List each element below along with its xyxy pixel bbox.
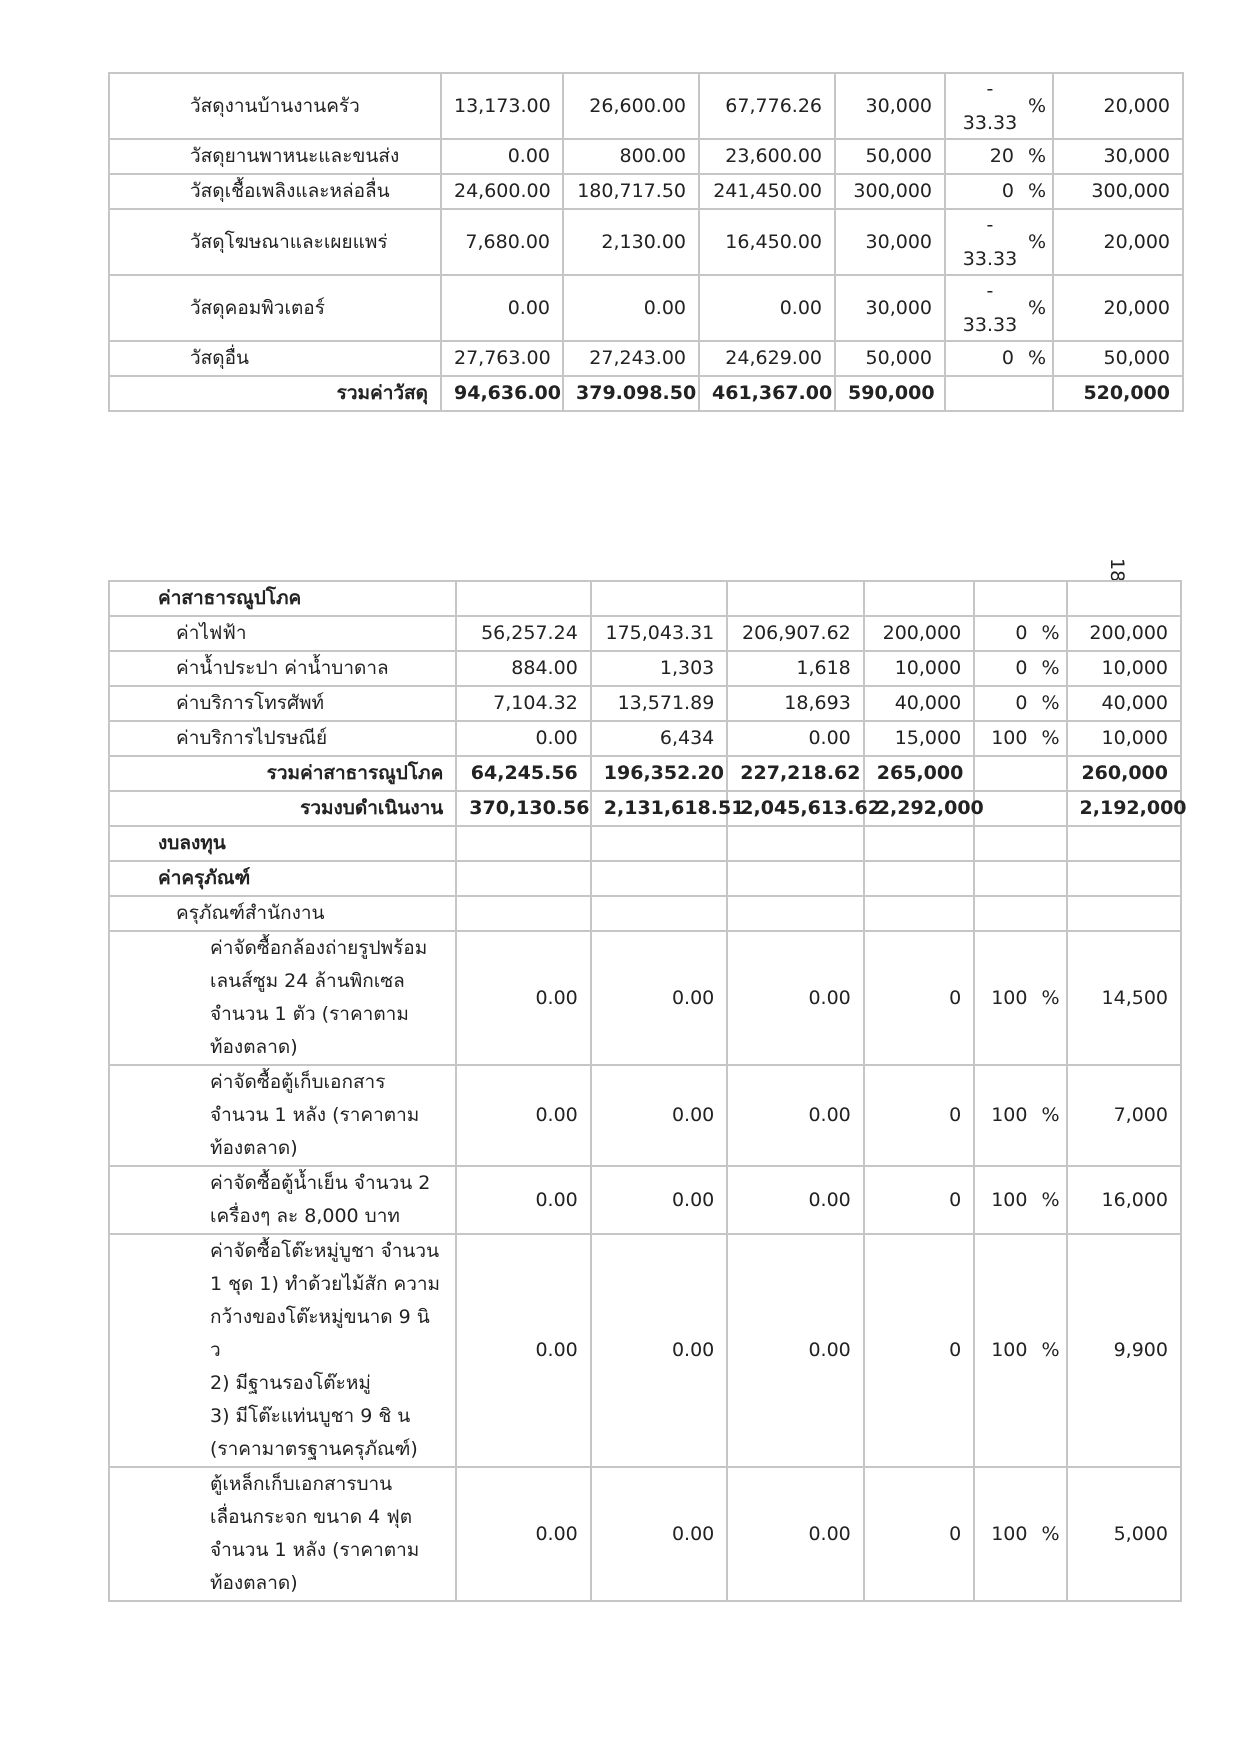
description-line: กว้างของโต๊ะหมู่ขนาด 9 นิ	[210, 1306, 430, 1328]
empty-cell	[456, 581, 591, 616]
empty-cell	[974, 896, 1066, 931]
budget-amount: 5,000	[1067, 1467, 1181, 1601]
amount-year-3: 0.00	[727, 931, 864, 1065]
amount-year-3: 0.00	[699, 275, 835, 341]
budget-amount: 200,000	[1067, 616, 1181, 651]
percent-change-cell	[945, 341, 1053, 376]
total-budget: 260,000	[1067, 756, 1181, 791]
amount-year-1: 13,173.00	[441, 73, 563, 139]
section-capital	[109, 826, 1181, 861]
percent-value: 100	[991, 1339, 1028, 1361]
amount-year-1: 884.00	[456, 651, 591, 686]
description-line: 1 ชุด 1) ทำด้วยไม้สัก ความ	[210, 1273, 441, 1295]
amount-year-3: 461,367.00	[699, 376, 835, 411]
amount-year-2: 175,043.31	[591, 616, 728, 651]
amount-year-1: 64,245.56	[456, 756, 591, 791]
table-row	[109, 686, 1181, 721]
row-label: วัสดุโฆษณาและเผยแพร่	[109, 209, 441, 275]
amount-year-2: 0.00	[591, 1234, 728, 1467]
section-equipment	[109, 861, 1181, 896]
budget-amount: 20,000	[1053, 275, 1183, 341]
percent-sign: %	[1041, 622, 1060, 644]
empty-cell	[727, 826, 864, 861]
budget-amount: 9,900	[1067, 1234, 1181, 1467]
amount-year-1: 94,636.00	[441, 376, 563, 411]
description-line: ค่าจัดซื้อตู้เก็บเอกสาร	[210, 1071, 386, 1093]
estimate-amount: 30,000	[835, 275, 945, 341]
amount-year-1: 56,257.24	[456, 616, 591, 651]
amount-year-3: 24,629.00	[699, 341, 835, 376]
amount-year-1: 7,680.00	[441, 209, 563, 275]
total-budget: 2,192,000	[1067, 791, 1181, 826]
row-label: วัสดุเชื้อเพลิงและหล่อลื่น	[109, 174, 441, 209]
total-label: รวมค่าสาธารณูปโภค	[109, 756, 456, 791]
negative-sign: -	[986, 214, 994, 236]
description-line: จำนวน 1 หลัง (ราคาตาม	[210, 1104, 420, 1126]
equipment-description	[109, 1234, 456, 1467]
total-utilities-row	[109, 756, 1181, 791]
estimate-amount: 0	[864, 1234, 974, 1467]
section-capital-label: งบลงทุน	[109, 826, 456, 861]
estimate-amount: 0	[864, 931, 974, 1065]
percent-change-cell	[945, 376, 1053, 411]
total-label: รวมงบดำเนินงาน	[109, 791, 456, 826]
percent-sign: %	[1041, 1188, 1060, 1211]
budget-amount: 300,000	[1053, 174, 1183, 209]
amount-year-2: 0.00	[591, 1065, 728, 1166]
budget-amount: 50,000	[1053, 341, 1183, 376]
description-line: 3) มีโต๊ะแท่นบูชา 9 ชิ น	[210, 1405, 411, 1427]
percent-sign: %	[1027, 296, 1046, 319]
empty-cell	[864, 896, 974, 931]
percent-change-cell	[974, 791, 1066, 826]
percent-change-cell	[945, 139, 1053, 174]
amount-year-3: 67,776.26	[699, 73, 835, 139]
equipment-row	[109, 1234, 1181, 1467]
total-operations-row	[109, 791, 1181, 826]
equipment-description	[109, 931, 456, 1065]
budget-amount: 40,000	[1067, 686, 1181, 721]
estimate-amount: 15,000	[864, 721, 974, 756]
budget-amount: 20,000	[1053, 209, 1183, 275]
percent-change-cell	[945, 73, 1053, 139]
description-line: (ราคามาตรฐานครุภัณฑ์)	[210, 1438, 418, 1460]
amount-year-1: 0.00	[456, 1234, 591, 1467]
budget-amount: 16,000	[1067, 1166, 1181, 1234]
amount-year-2: 13,571.89	[591, 686, 728, 721]
empty-cell	[1067, 896, 1181, 931]
percent-sign: %	[1041, 1522, 1060, 1545]
amount-year-2: 1,303	[591, 651, 728, 686]
percent-sign: %	[1041, 1104, 1060, 1126]
equipment-description	[109, 1065, 456, 1166]
amount-year-3: 0.00	[727, 721, 864, 756]
amount-year-2: 0.00	[591, 931, 728, 1065]
amount-year-3: 206,907.62	[727, 616, 864, 651]
empty-cell	[591, 581, 728, 616]
percent-value: 0	[1015, 657, 1028, 679]
description-line: เลนส์ซูม 24 ล้านพิกเซล	[210, 970, 405, 992]
amount-year-3: 23,600.00	[699, 139, 835, 174]
budget-amount: 7,000	[1067, 1065, 1181, 1166]
estimate-amount: 2,292,000	[864, 791, 974, 826]
utilities-capital-table	[108, 580, 1187, 1602]
table-row	[109, 275, 1183, 341]
percent-value: 100	[991, 1188, 1028, 1211]
row-label: วัสดุคอมพิวเตอร์	[109, 275, 441, 341]
percent-sign: %	[1027, 230, 1046, 253]
amount-year-1: 0.00	[456, 931, 591, 1065]
page-number: 18	[1106, 558, 1128, 583]
empty-cell	[864, 826, 974, 861]
description-line: 2) มีฐานรองโต๊ะหมู่	[210, 1372, 371, 1394]
empty-cell	[727, 581, 864, 616]
percent-change-cell	[974, 721, 1066, 756]
empty-cell	[456, 826, 591, 861]
estimate-amount: 30,000	[835, 73, 945, 139]
amount-year-3: 16,450.00	[699, 209, 835, 275]
table-row	[109, 139, 1183, 174]
table-row	[109, 721, 1181, 756]
empty-cell	[1067, 861, 1181, 896]
amount-year-1: 0.00	[456, 1065, 591, 1166]
amount-year-3: 0.00	[727, 1234, 864, 1467]
description-line: ค่าจัดซื้อกล้องถ่ายรูปพร้อม	[210, 937, 428, 959]
description-line: ท้องตลาด)	[210, 1036, 298, 1058]
equipment-row	[109, 1065, 1181, 1166]
amount-year-1: 0.00	[441, 275, 563, 341]
percent-change-cell	[974, 931, 1066, 1065]
budget-amount: 10,000	[1067, 651, 1181, 686]
amount-year-3: 2,045,613.62	[727, 791, 864, 826]
description-line: จำนวน 1 ตัว (ราคาตาม	[210, 1003, 409, 1025]
estimate-amount: 0	[864, 1065, 974, 1166]
section-equipment-label: ค่าครุภัณฑ์	[109, 861, 456, 896]
percent-change-cell	[974, 1166, 1066, 1234]
percent-value: 0	[1015, 622, 1028, 644]
percent-change-cell	[974, 1065, 1066, 1166]
percent-value: 0	[1001, 180, 1014, 202]
percent-change-cell	[974, 616, 1066, 651]
description-line: ท้องตลาด)	[210, 1137, 298, 1159]
percent-value: - 33.33	[962, 214, 1018, 270]
amount-year-2: 0.00	[591, 1166, 728, 1234]
amount-year-2: 196,352.20	[591, 756, 728, 791]
total-budget: 520,000	[1053, 376, 1183, 411]
amount-year-2: 27,243.00	[563, 341, 699, 376]
amount-year-3: 18,693	[727, 686, 864, 721]
percent-value: 100	[991, 986, 1028, 1009]
estimate-amount: 10,000	[864, 651, 974, 686]
empty-cell	[974, 826, 1066, 861]
empty-cell	[456, 896, 591, 931]
budget-amount: 10,000	[1067, 721, 1181, 756]
empty-cell	[591, 896, 728, 931]
row-label: ค่าไฟฟ้า	[109, 616, 456, 651]
percent-value: - 33.33	[962, 280, 1018, 336]
estimate-amount: 265,000	[864, 756, 974, 791]
amount-year-2: 800.00	[563, 139, 699, 174]
amount-year-2: 0.00	[563, 275, 699, 341]
description-line: ค่าจัดซื้อโต๊ะหมู่บูชา จำนวน	[210, 1240, 440, 1262]
description-line: ท้องตลาด)	[210, 1572, 298, 1594]
empty-cell	[974, 581, 1066, 616]
negative-sign: -	[986, 280, 994, 302]
percent-sign: %	[1041, 727, 1060, 749]
percent-value: 100	[991, 1522, 1028, 1545]
percent-sign: %	[1027, 145, 1046, 167]
percent-change-cell	[974, 756, 1066, 791]
negative-sign: -	[986, 78, 994, 100]
percent-value: 0	[1015, 692, 1028, 714]
empty-cell	[1067, 826, 1181, 861]
empty-cell	[864, 861, 974, 896]
table-row	[109, 616, 1181, 651]
row-label: ค่าบริการโทรศัพท์	[109, 686, 456, 721]
empty-cell	[727, 861, 864, 896]
amount-year-1: 370,130.56	[456, 791, 591, 826]
empty-cell	[591, 861, 728, 896]
row-label: ค่าบริการไปรษณีย์	[109, 721, 456, 756]
table-row	[109, 73, 1183, 139]
amount-year-1: 7,104.32	[456, 686, 591, 721]
amount-year-2: 379.098.50	[563, 376, 699, 411]
empty-cell	[864, 581, 974, 616]
description-line: ตู้เหล็กเก็บเอกสารบาน	[210, 1473, 393, 1495]
percent-value: - 33.33	[962, 78, 1018, 134]
amount-year-3: 0.00	[727, 1467, 864, 1601]
amount-year-1: 0.00	[456, 721, 591, 756]
amount-year-2: 180,717.50	[563, 174, 699, 209]
description-line: จำนวน 1 หลัง (ราคาตาม	[210, 1539, 420, 1561]
total-row	[109, 376, 1183, 411]
percent-change-cell	[974, 651, 1066, 686]
amount-year-3: 227,218.62	[727, 756, 864, 791]
budget-amount: 30,000	[1053, 139, 1183, 174]
amount-year-2: 2,131,618.51	[591, 791, 728, 826]
estimate-amount: 40,000	[864, 686, 974, 721]
percent-change-cell	[974, 1467, 1066, 1601]
section-office	[109, 896, 1181, 931]
empty-cell	[591, 826, 728, 861]
percent-sign: %	[1041, 692, 1060, 714]
estimate-amount: 590,000	[835, 376, 945, 411]
section-office-label: ครุภัณฑ์สำนักงาน	[109, 896, 456, 931]
amount-year-1: 24,600.00	[441, 174, 563, 209]
empty-cell	[974, 861, 1066, 896]
amount-year-2: 0.00	[591, 1467, 728, 1601]
section-utilities	[109, 581, 1181, 616]
budget-amount: 20,000	[1053, 73, 1183, 139]
percent-sign: %	[1041, 1339, 1060, 1361]
row-label: ค่าน้ำประปา ค่าน้ำบาดาล	[109, 651, 456, 686]
percent-value: 20	[989, 145, 1014, 167]
empty-cell	[1067, 581, 1181, 616]
empty-cell	[727, 896, 864, 931]
percent-sign: %	[1027, 180, 1046, 202]
estimate-amount: 0	[864, 1467, 974, 1601]
percent-value: 0	[1001, 347, 1014, 369]
amount-year-3: 0.00	[727, 1166, 864, 1234]
equipment-description	[109, 1166, 456, 1234]
percent-sign: %	[1027, 94, 1046, 117]
empty-cell	[456, 861, 591, 896]
description-line: ค่าจัดซื้อตู้น้ำเย็น จำนวน 2	[210, 1172, 431, 1194]
materials-table	[108, 72, 1184, 412]
amount-year-3: 241,450.00	[699, 174, 835, 209]
percent-change-cell	[974, 686, 1066, 721]
description-line: ว	[210, 1339, 221, 1361]
amount-year-1: 0.00	[456, 1467, 591, 1601]
percent-change-cell	[945, 275, 1053, 341]
percent-value: 100	[991, 727, 1028, 749]
amount-year-2: 2,130.00	[563, 209, 699, 275]
amount-year-1: 27,763.00	[441, 341, 563, 376]
estimate-amount: 30,000	[835, 209, 945, 275]
percent-change-cell	[974, 1234, 1066, 1467]
percent-change-cell	[945, 209, 1053, 275]
description-line: เครื่องๆ ละ 8,000 บาท	[210, 1205, 400, 1227]
estimate-amount: 50,000	[835, 341, 945, 376]
estimate-amount: 0	[864, 1166, 974, 1234]
percent-change-cell	[945, 174, 1053, 209]
section-utilities-label: ค่าสาธารณูปโภค	[109, 581, 456, 616]
row-label: วัสดุงานบ้านงานครัว	[109, 73, 441, 139]
table-row	[109, 209, 1183, 275]
amount-year-3: 0.00	[727, 1065, 864, 1166]
table-row	[109, 174, 1183, 209]
row-label: วัสดุอื่น	[109, 341, 441, 376]
amount-year-3: 1,618	[727, 651, 864, 686]
percent-sign: %	[1027, 347, 1046, 369]
amount-year-1: 0.00	[456, 1166, 591, 1234]
row-label: วัสดุยานพาหนะและขนส่ง	[109, 139, 441, 174]
estimate-amount: 200,000	[864, 616, 974, 651]
table-row	[109, 651, 1181, 686]
percent-sign: %	[1041, 657, 1060, 679]
equipment-row	[109, 1467, 1181, 1601]
estimate-amount: 50,000	[835, 139, 945, 174]
equipment-row	[109, 931, 1181, 1065]
description-line: เลื่อนกระจก ขนาด 4 ฟุต	[210, 1506, 413, 1528]
amount-year-1: 0.00	[441, 139, 563, 174]
estimate-amount: 300,000	[835, 174, 945, 209]
equipment-row	[109, 1166, 1181, 1234]
budget-amount: 14,500	[1067, 931, 1181, 1065]
equipment-description	[109, 1467, 456, 1601]
percent-sign: %	[1041, 986, 1060, 1009]
table-row	[109, 341, 1183, 376]
amount-year-2: 6,434	[591, 721, 728, 756]
total-label: รวมค่าวัสดุ	[109, 376, 441, 411]
percent-value: 100	[991, 1104, 1028, 1126]
amount-year-2: 26,600.00	[563, 73, 699, 139]
